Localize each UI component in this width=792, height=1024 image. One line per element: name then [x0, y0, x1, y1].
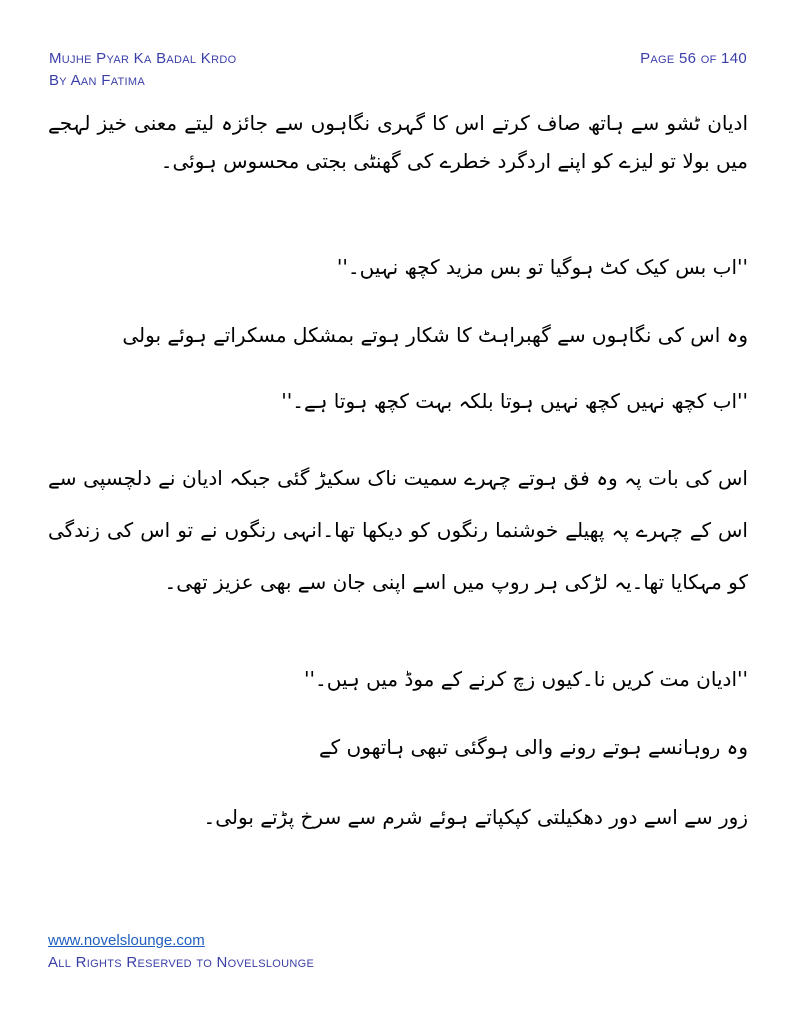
page-number: Page 56 of 140 [640, 50, 747, 67]
copyright-notice: All Rights Reserved to Novelslounge [48, 954, 315, 971]
page-header [49, 44, 747, 96]
novel-title: Mujhe Pyar Ka Badal Krdo [49, 50, 237, 67]
paragraph: ''اب بس کیک کٹ ہوگیا تو بس مزید کچھ نہیں۔'' [336, 255, 748, 279]
novel-author: By Aan Fatima [49, 72, 145, 89]
paragraph: ''ادیان مت کریں نا۔کیوں زچ کرنے کے موڈ میں ہیں۔'' [304, 667, 748, 691]
paragraph: ادیان ٹشو سے ہاتھ صاف کرتے اس کا گہری نگاہوں سے جائزہ لیتے معنی خیز لہجے میں بولا تو لیزے کو اپنے اردگرد خطرے کی گھنٹی بجتی محسوس ہوئی۔ [48, 111, 748, 173]
website-link[interactable]: www.novelslounge.com [48, 932, 205, 949]
paragraph: زور سے اسے دور دھکیلتی کپکپاتے ہوئے شرم سے سرخ پڑتے بولی۔ [203, 805, 748, 829]
paragraph: وہ روہانسے ہوتے رونے والی ہوگئی تبھی ہاتھوں کے [318, 735, 748, 759]
page-footer [48, 930, 548, 974]
paragraph: ''اب کچھ نہیں کچھ نہیں ہوتا بلکہ بہت کچھ ہوتا ہے۔'' [281, 389, 748, 413]
paragraph: اس کی بات پہ وہ فق ہوتے چہرے سمیت ناک سکیڑ گئی جبکہ ادیان نے دلچسپی سے اس کے چہرے پہ پھیلے خوشنما رنگوں کو دیکھا تھا۔انہی رنگوں نے تو اس کی زندگی کو مہکایا تھا۔یہ لڑکی ہر روپ میں اسے اپنی جان سے بھی عزیز تھی۔ [48, 466, 748, 594]
paragraph: وہ اس کی نگاہوں سے گھبراہٹ کا شکار ہوتے بمشکل مسکراتے ہوئے بولی [122, 323, 748, 347]
